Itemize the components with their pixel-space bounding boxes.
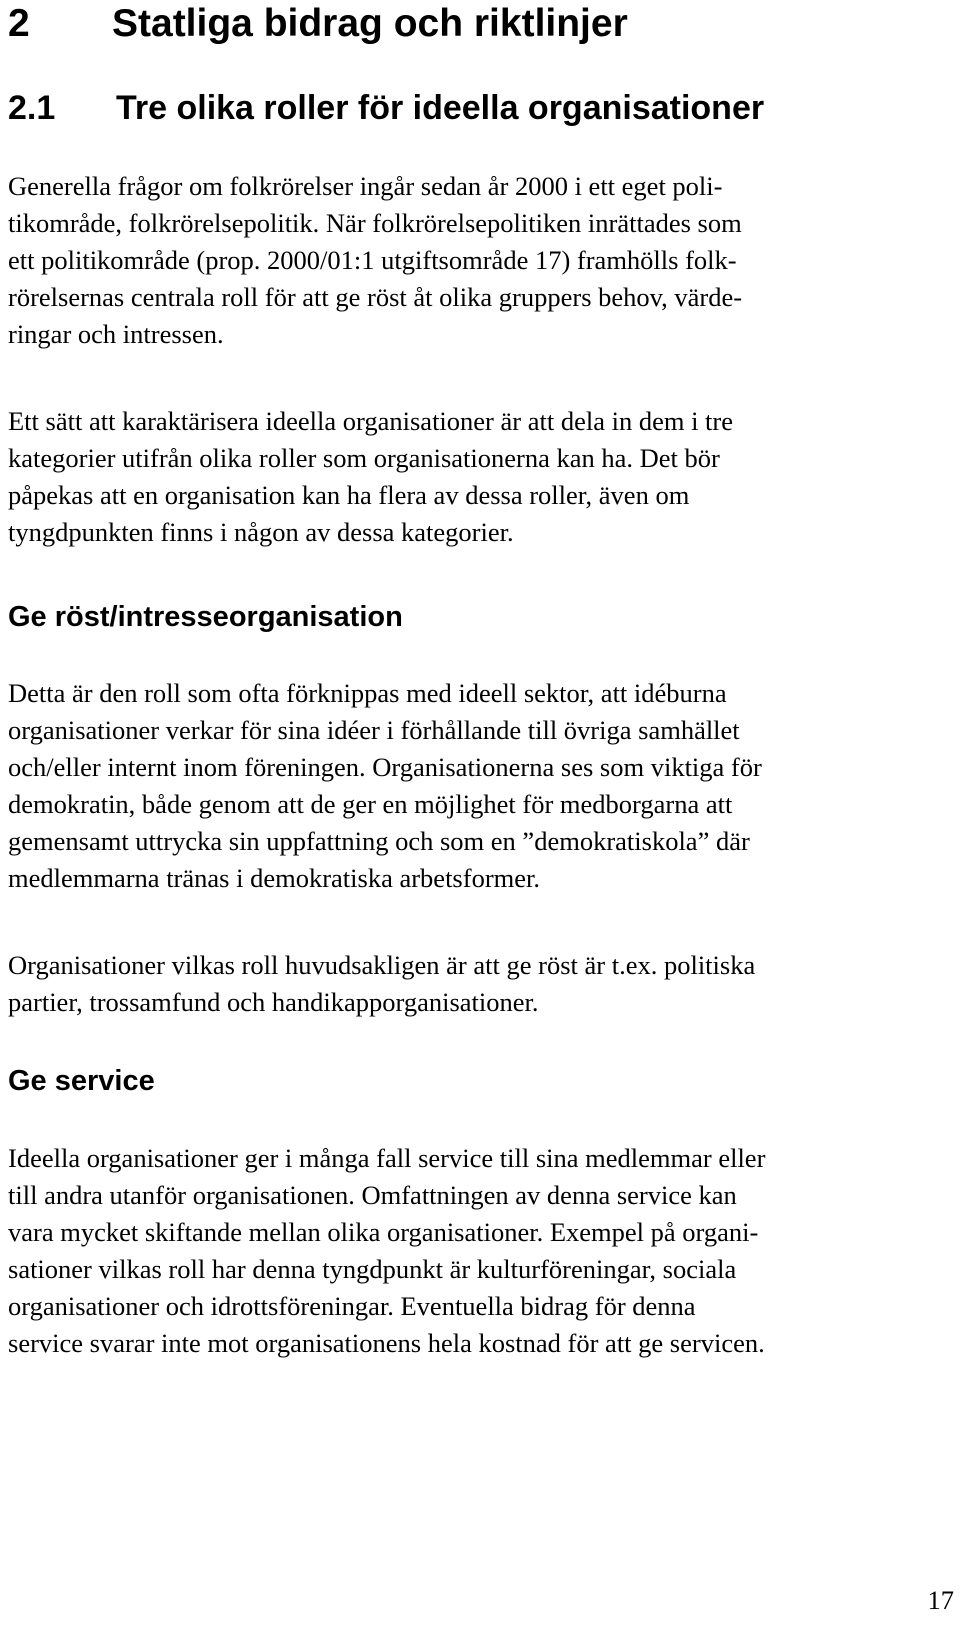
paragraph-voice-role — [8, 675, 762, 897]
text-line: Detta är den roll som ofta förknippas med ideell sektor, att idéburna — [8, 678, 727, 708]
chapter-number: 2 — [8, 2, 30, 45]
subheading-voice: Ge röst/intresseorganisation — [8, 601, 403, 633]
section-number: 2.1 — [8, 89, 56, 127]
text-line: till andra utanför organisationen. Omfattningen av denna service kan — [8, 1180, 737, 1210]
text-line: och/eller internt inom föreningen. Organisationerna ses som viktiga för — [8, 752, 762, 782]
text-line: tikområde, folkrörelsepolitik. När folkrörelsepolitiken inrättades som — [8, 208, 742, 238]
text-line: ringar och intressen. — [8, 319, 224, 349]
text-line: ett politikområde (prop. 2000/01:1 utgiftsområde 17) framhölls folk- — [8, 245, 737, 275]
text-line: Generella frågor om folkrörelser ingår sedan år 2000 i ett eget poli- — [8, 171, 723, 201]
text-line: tyngdpunkten finns i någon av dessa kategorier. — [8, 517, 514, 547]
subheading-service: Ge service — [8, 1065, 155, 1097]
text-line: Organisationer vilkas roll huvudsakligen är att ge röst är t.ex. politiska — [8, 950, 756, 980]
paragraph-categories — [8, 403, 733, 551]
text-line: medlemmarna tränas i demokratiska arbetsformer. — [8, 863, 541, 893]
text-line: påpekas att en organisation kan ha flera av dessa roller, även om — [8, 480, 690, 510]
text-line: organisationer och idrottsföreningar. Eventuella bidrag för denna — [8, 1291, 696, 1321]
section-heading — [8, 88, 764, 128]
page-number: 17 — [927, 1585, 954, 1615]
text-line: Ideella organisationer ger i många fall service till sina medlemmar eller — [8, 1143, 766, 1173]
chapter-title: Statliga bidrag och riktlinjer — [112, 2, 628, 45]
paragraph-voice-examples — [8, 947, 755, 1021]
paragraph-intro — [8, 168, 742, 353]
text-line: Ett sätt att karaktärisera ideella organisationer är att dela in dem i tre — [8, 406, 734, 436]
text-line: gemensamt uttrycka sin uppfattning och som en ”demokratiskola” där — [8, 826, 750, 856]
text-line: vara mycket skiftande mellan olika organisationer. Exempel på organi- — [8, 1217, 759, 1247]
text-line: demokratin, både genom att de ger en möjlighet för medborgarna att — [8, 789, 733, 819]
text-line: rörelsernas centrala roll för att ge röst åt olika gruppers behov, värde- — [8, 282, 743, 312]
paragraph-service-role — [8, 1140, 765, 1362]
text-line: kategorier utifrån olika roller som organisationerna kan ha. Det bör — [8, 443, 720, 473]
text-line: service svarar inte mot organisationens hela kostnad för att ge servicen. — [8, 1328, 765, 1358]
text-line: partier, trossamfund och handikapporganisationer. — [8, 987, 539, 1017]
text-line: sationer vilkas roll har denna tyngdpunkt är kulturföreningar, sociala — [8, 1254, 737, 1284]
text-line: organisationer verkar för sina idéer i förhållande till övriga samhället — [8, 715, 740, 745]
chapter-heading — [8, 2, 628, 46]
section-title: Tre olika roller för ideella organisationer — [116, 89, 765, 127]
